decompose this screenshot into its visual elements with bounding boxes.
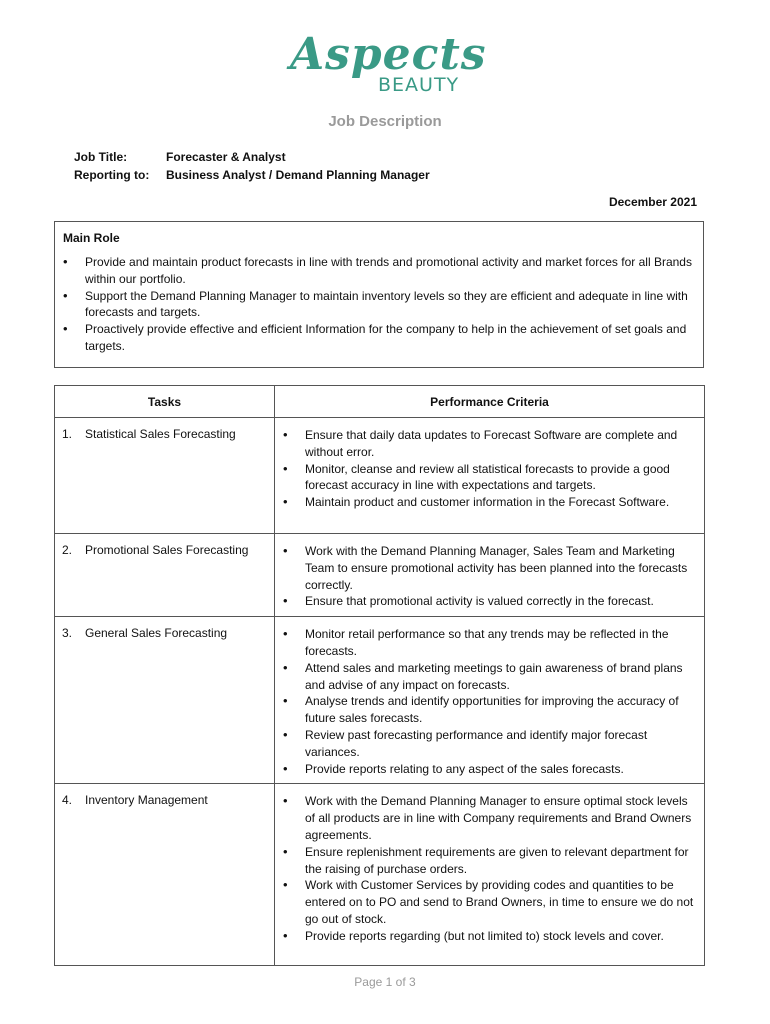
- reporting-to-value: Business Analyst / Demand Planning Manager: [166, 168, 430, 182]
- main-role-box: [54, 221, 704, 368]
- main-role-item: • Support the Demand Planning Manager to maintain inventory levels so they are efficient and adequate in line with forecasts and targets.: [63, 288, 695, 322]
- criteria-item: • Ensure that daily data updates to Forecast Software are complete and without error.: [283, 427, 698, 461]
- main-role-list: [63, 254, 695, 355]
- task-number: 2.: [62, 543, 73, 557]
- document-date: December 2021: [608, 195, 697, 209]
- criteria-item: • Ensure replenishment requirements are given to relevant department for the raising of purchase orders.: [283, 844, 698, 878]
- criteria-cell: [275, 418, 705, 534]
- task-number: 3.: [62, 626, 73, 641]
- task-name: Inventory Management: [85, 793, 208, 808]
- criteria-item: • Provide reports regarding (but not limited to) stock levels and cover.: [283, 928, 698, 945]
- document-title: Job Description: [328, 113, 442, 130]
- criteria-cell: [275, 784, 705, 966]
- criteria-list: [283, 427, 698, 511]
- table-row: [55, 784, 705, 966]
- task-name: General Sales Forecasting: [85, 626, 228, 641]
- main-role-heading: Main Role: [63, 231, 120, 245]
- task-number: 1.: [62, 427, 73, 441]
- criteria-cell: [275, 617, 705, 784]
- criteria-cell: [275, 534, 705, 617]
- table-row: [55, 534, 705, 617]
- criteria-item: • Ensure that promotional activity is valued correctly in the forecast.: [283, 593, 698, 610]
- page-number-footer: Page 1 of 3: [354, 975, 416, 989]
- tasks-table: [54, 385, 705, 966]
- task-cell: [55, 617, 275, 784]
- criteria-list: [283, 626, 698, 777]
- criteria-list: [283, 793, 698, 944]
- task-name: Statistical Sales Forecasting: [85, 427, 236, 441]
- table-header-row: [55, 386, 705, 418]
- main-role-item: • Proactively provide effective and efficient Information for the company to help in the achievement of set goals and targets.: [63, 321, 695, 355]
- task-number: 4.: [62, 793, 73, 808]
- criteria-item: • Attend sales and marketing meetings to gain awareness of brand plans and advise of any impact on forecasts.: [283, 660, 698, 694]
- logo-sub-text: BEAUTY: [378, 74, 460, 96]
- table-row: [55, 617, 705, 784]
- criteria-item: • Work with Customer Services by providing codes and quantities to be entered on to PO and send to Brand Owners, in time to ensure we do not go out of stock.: [283, 877, 698, 927]
- criteria-item: • Review past forecasting performance and identify major forecast variances.: [283, 727, 698, 761]
- tasks-column-header: Tasks: [55, 386, 275, 418]
- logo-script-text: Aspects: [290, 29, 487, 80]
- task-cell: [55, 534, 275, 617]
- reporting-to-label: Reporting to:: [74, 168, 150, 182]
- criteria-item: • Monitor, cleanse and review all statistical forecasts to provide a good forecast accuracy in line with expectations and targets.: [283, 461, 698, 495]
- task-cell: [55, 784, 275, 966]
- criteria-item: • Maintain product and customer information in the Forecast Software.: [283, 494, 698, 511]
- main-role-item: • Provide and maintain product forecasts in line with trends and promotional activity and market forces for all Brands within our portfolio.: [63, 254, 695, 288]
- table-row: [55, 418, 705, 534]
- criteria-item: • Monitor retail performance so that any trends may be reflected in the forecasts.: [283, 626, 698, 660]
- criteria-list: [283, 543, 698, 610]
- company-logo: [290, 30, 490, 96]
- task-name: Promotional Sales Forecasting: [85, 543, 249, 557]
- criteria-item: • Work with the Demand Planning Manager to ensure optimal stock levels of all products are in line with Company requirements and Brand Owners agreements.: [283, 793, 698, 843]
- job-title-value: Forecaster & Analyst: [166, 150, 286, 164]
- criteria-column-header: Performance Criteria: [275, 386, 705, 418]
- criteria-item: • Provide reports relating to any aspect of the sales forecasts.: [283, 761, 698, 778]
- criteria-item: • Work with the Demand Planning Manager, Sales Team and Marketing Team to ensure promotional activity has been planned into the forecasts correctly.: [283, 543, 698, 593]
- criteria-item: • Analyse trends and identify opportunities for improving the accuracy of future sales forecasts.: [283, 693, 698, 727]
- task-cell: [55, 418, 275, 534]
- job-title-label: Job Title:: [74, 150, 128, 164]
